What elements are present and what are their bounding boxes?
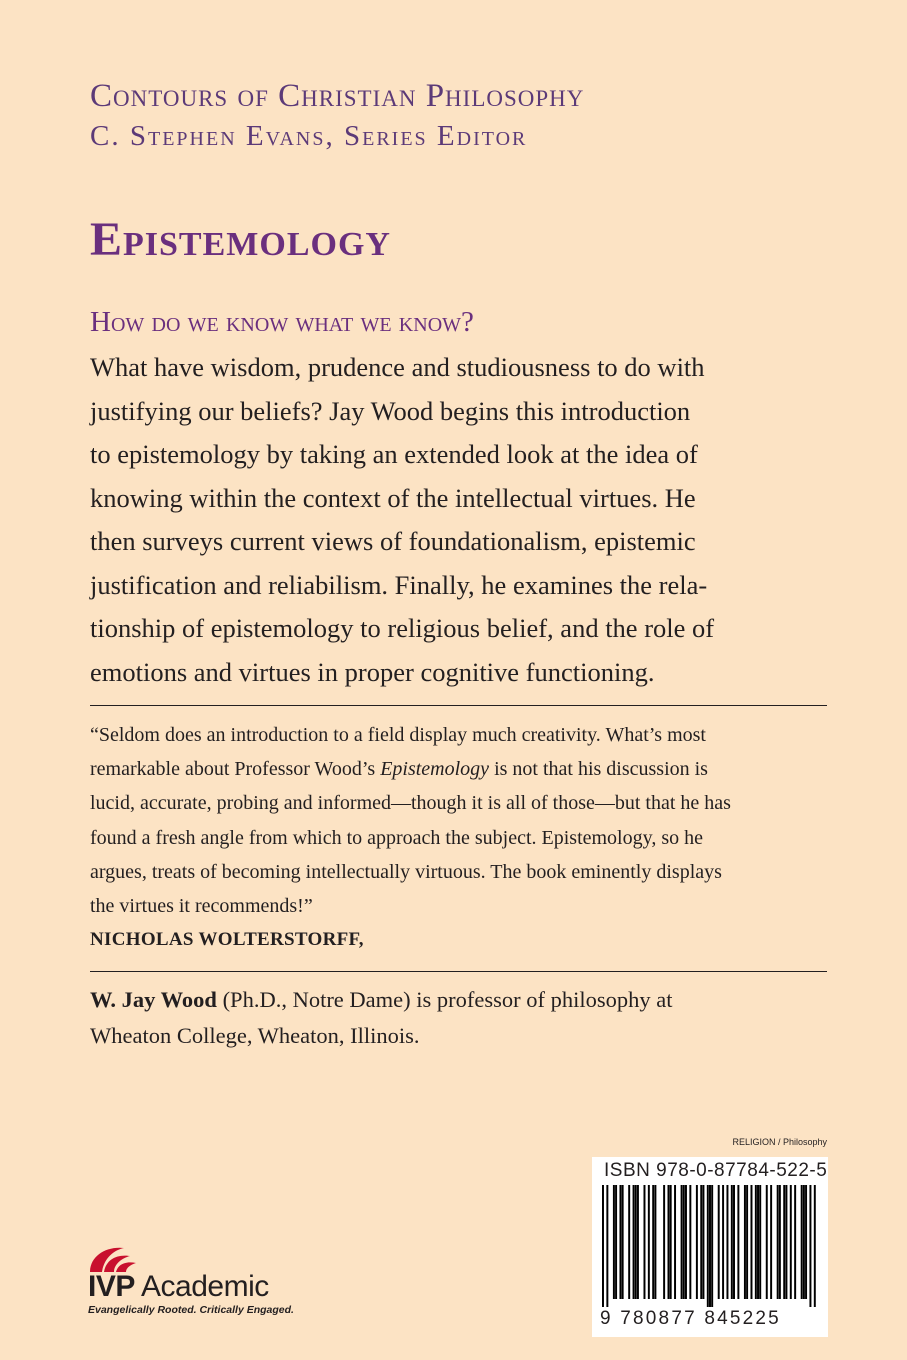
barcode-bar — [613, 1185, 615, 1299]
barcode-bar — [746, 1185, 748, 1299]
barcode-bar — [648, 1185, 650, 1299]
description-line: What have wisdom, prudence and studiousness to do with — [90, 352, 705, 382]
barcode-bar — [674, 1185, 676, 1299]
barcode-bar — [759, 1185, 761, 1299]
publisher-name — [88, 1270, 269, 1304]
barcode-bar — [602, 1185, 604, 1307]
bio-line: Wheaton College, Wheaton, Illinois. — [90, 1023, 420, 1048]
description-line: tionship of epistemology to religious belief, and the role of — [90, 613, 715, 643]
barcode-bar — [652, 1185, 654, 1299]
barcode-bar — [737, 1185, 739, 1299]
barcode-bar — [709, 1185, 711, 1307]
description-line: emotions and virtues in proper cognitive functioning. — [90, 656, 655, 687]
publisher-name-bold: IVP — [88, 1270, 135, 1303]
quote-line — [90, 752, 830, 786]
barcode-bar — [702, 1185, 704, 1299]
barcode-bar — [668, 1185, 670, 1299]
barcode-bar — [628, 1185, 630, 1299]
author-name: W. Jay Wood — [90, 987, 217, 1012]
book-description — [90, 346, 830, 694]
bio-line — [90, 982, 830, 1018]
quote-text: is not that his discussion is — [489, 758, 708, 781]
barcode-bar — [685, 1185, 687, 1299]
barcode-bar — [805, 1185, 807, 1299]
barcode-bar — [670, 1185, 672, 1299]
barcode-bar — [785, 1185, 787, 1299]
barcode-bar — [803, 1185, 805, 1299]
barcode-bar — [790, 1185, 792, 1299]
barcode-bar — [794, 1185, 796, 1299]
quote-line: argues, treats of becoming intellectually virtuous. The book eminently displays — [90, 860, 722, 883]
description-line: then surveys current views of foundationalism, epistemic — [90, 526, 696, 556]
barcode-bar — [635, 1185, 637, 1299]
barcode-bar — [683, 1185, 685, 1299]
barcode-bar — [814, 1185, 816, 1307]
series-editor: C. Stephen Evans, Series Editor — [90, 120, 528, 152]
barcode-bar — [726, 1185, 728, 1299]
barcode-bar — [770, 1185, 772, 1299]
barcode-bar — [722, 1185, 724, 1299]
barcode-bar — [779, 1185, 781, 1299]
barcode-bar — [606, 1185, 608, 1307]
series-title: Contours of Christian Philosophy — [90, 78, 585, 114]
endorser-name: NICHOLAS WOLTERSTORFF, — [90, 929, 364, 951]
publisher-name-rest: Academic — [134, 1270, 269, 1303]
barcode-bar — [750, 1185, 752, 1299]
barcode-bar — [654, 1185, 656, 1299]
author-bio — [90, 982, 830, 1054]
barcode-bar — [711, 1185, 713, 1307]
quote-book-title: Epistemology — [380, 758, 490, 781]
description-line: justification and reliabilism. Finally, he examines the rela- — [90, 569, 708, 600]
quote-line: the virtues it recommends!” — [90, 895, 313, 918]
barcode-bar — [619, 1185, 621, 1299]
book-title: Epistemology — [90, 213, 391, 266]
barcode-bar — [615, 1185, 617, 1299]
barcode-bar — [731, 1185, 733, 1299]
barcode-icon — [602, 1185, 816, 1307]
barcode-bar — [622, 1185, 624, 1299]
category-label: RELIGION / Philosophy — [732, 1137, 827, 1147]
publisher-tagline: Evangelically Rooted. Critically Engaged. — [88, 1304, 294, 1316]
quote-text: remarkable about Professor Wood’s — [90, 758, 381, 781]
description-line: to epistemology by taking an extended look at the idea of — [90, 439, 698, 469]
barcode-bar — [744, 1185, 746, 1299]
book-tagline: How do we know what we know? — [90, 306, 474, 338]
quote-line: “Seldom does an introduction to a field display much creativity. What’s most — [90, 724, 706, 746]
quote-line: lucid, accurate, probing and informed—though it is all of those—but that he has — [90, 792, 731, 815]
barcode-bar — [777, 1185, 779, 1299]
barcode-bar — [700, 1185, 702, 1299]
divider-bottom — [90, 971, 827, 972]
barcode-bar — [801, 1185, 803, 1299]
divider-top — [90, 705, 827, 706]
bio-text: (Ph.D., Notre Dame) is professor of philosophy at — [216, 987, 673, 1012]
barcode-bar — [755, 1185, 757, 1299]
barcode-bar — [733, 1185, 735, 1299]
barcode-digits: 9 780877 845225 — [600, 1308, 781, 1329]
barcode-bar — [681, 1185, 683, 1299]
barcode-bar — [637, 1185, 639, 1299]
barcode-bar — [663, 1185, 665, 1299]
barcode-bar — [689, 1185, 691, 1299]
barcode-bar — [633, 1185, 635, 1299]
barcode-bar — [696, 1185, 698, 1299]
description-line: justifying our beliefs? Jay Wood begins this introduction — [90, 395, 691, 426]
barcode-bar — [766, 1185, 768, 1299]
isbn-label: ISBN 978-0-87784-522-5 — [604, 1160, 828, 1181]
quote-line: found a fresh angle from which to approach the subject. Epistemology, so he — [90, 826, 703, 849]
barcode-bar — [707, 1185, 709, 1307]
barcode-bar — [718, 1185, 720, 1299]
barcode-bar — [643, 1185, 645, 1299]
description-line: knowing within the context of the intellectual virtues. He — [90, 482, 696, 513]
barcode-bar — [783, 1185, 785, 1299]
barcode-bar — [809, 1185, 811, 1307]
endorsement-quote — [90, 718, 830, 957]
barcode-bar — [757, 1185, 759, 1299]
